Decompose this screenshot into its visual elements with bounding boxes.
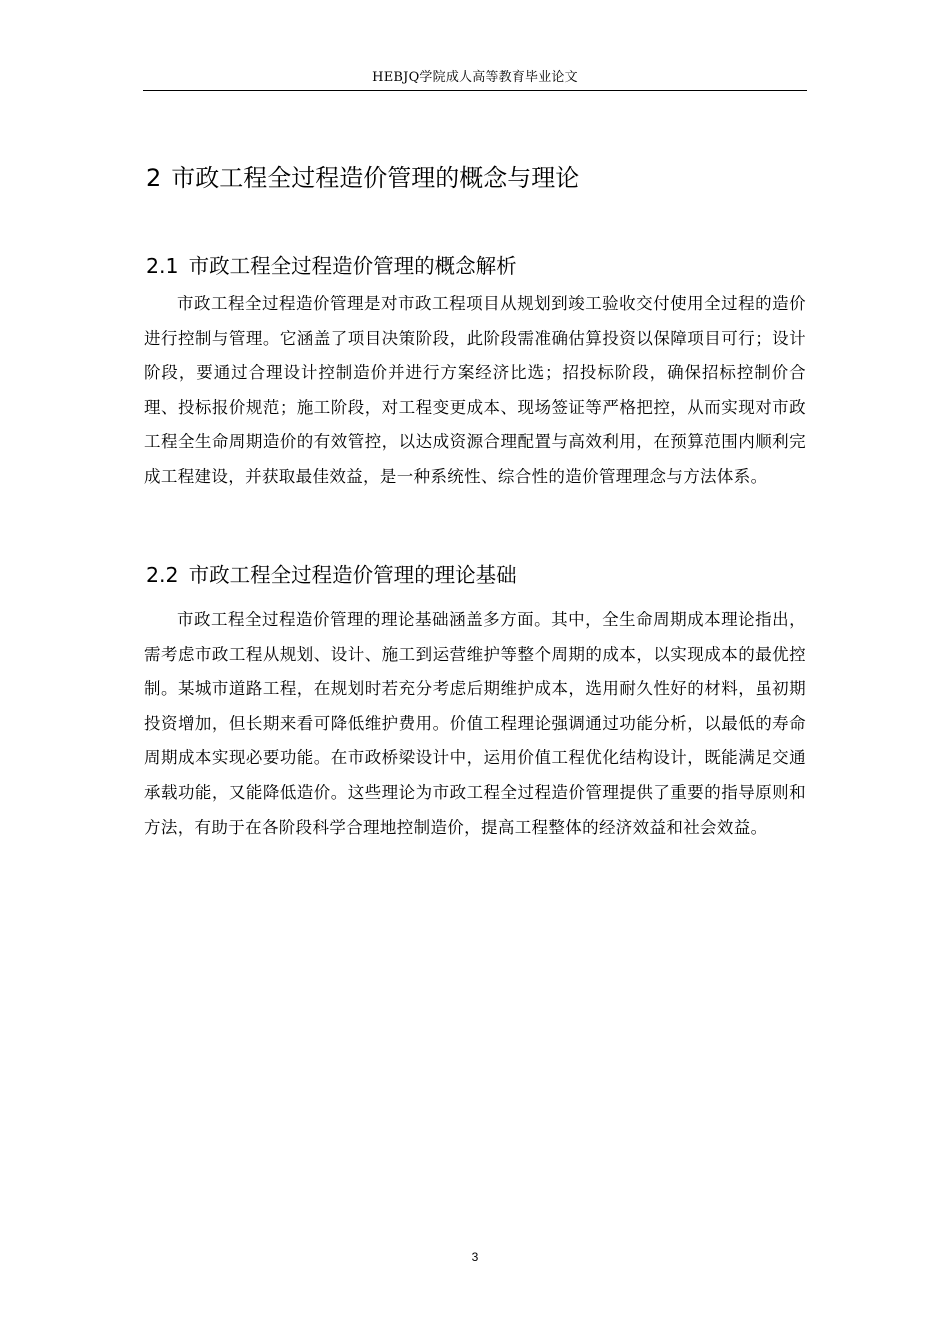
section-title: 市政工程全过程造价管理的概念解析: [188, 254, 517, 278]
running-header: HEBJQ学院成人高等教育毕业论文: [372, 70, 578, 85]
section-number: 2.2: [146, 563, 179, 587]
page-number: 3: [471, 1250, 479, 1264]
chapter-number: 2: [146, 164, 162, 192]
section-2-1-paragraph: 市政工程全过程造价管理是对市政工程项目从规划到竣工验收交付使用全过程的造价进行控制与管理。它涵盖了项目决策阶段，此阶段需准确估算投资以保障项目可行；设计阶段，要通过合理设计控制造价并进行方案经济比选；招投标阶段，确保招标控制价合理、投标报价规范；施工阶段，对工程变更成本、现场签证等严格把控，从而实现对市政工程全生命周期造价的有效管控，以达成资源合理配置与高效利用，在预算范围内顺利完成工程建设，并获取最佳效益，是一种系统性、综合性的造价管理理念与方法体系。: [144, 294, 806, 486]
header-rule: [143, 90, 807, 91]
section-number: 2.1: [146, 254, 179, 278]
section-heading-2-2: [146, 560, 806, 590]
chapter-heading: [146, 161, 806, 195]
section-title: 市政工程全过程造价管理的理论基础: [188, 563, 517, 587]
chapter-title: 市政工程全过程造价管理的概念与理论: [171, 164, 580, 192]
section-2-2-paragraph: 市政工程全过程造价管理的理论基础涵盖多方面。其中，全生命周期成本理论指出，需考虑市政工程从规划、设计、施工到运营维护等整个周期的成本，以实现成本的最优控制。某城市道路工程，在规划时若充分考虑后期维护成本，选用耐久性好的材料，虽初期投资增加，但长期来看可降低维护费用。价值工程理论强调通过功能分析，以最低的寿命周期成本实现必要功能。在市政桥梁设计中，运用价值工程优化结构设计，既能满足交通承载功能，又能降低造价。这些理论为市政工程全过程造价管理提供了重要的指导原则和方法，有助于在各阶段科学合理地控制造价，提高工程整体的经济效益和社会效益。: [144, 610, 806, 837]
section-heading-2-1: [146, 251, 806, 281]
